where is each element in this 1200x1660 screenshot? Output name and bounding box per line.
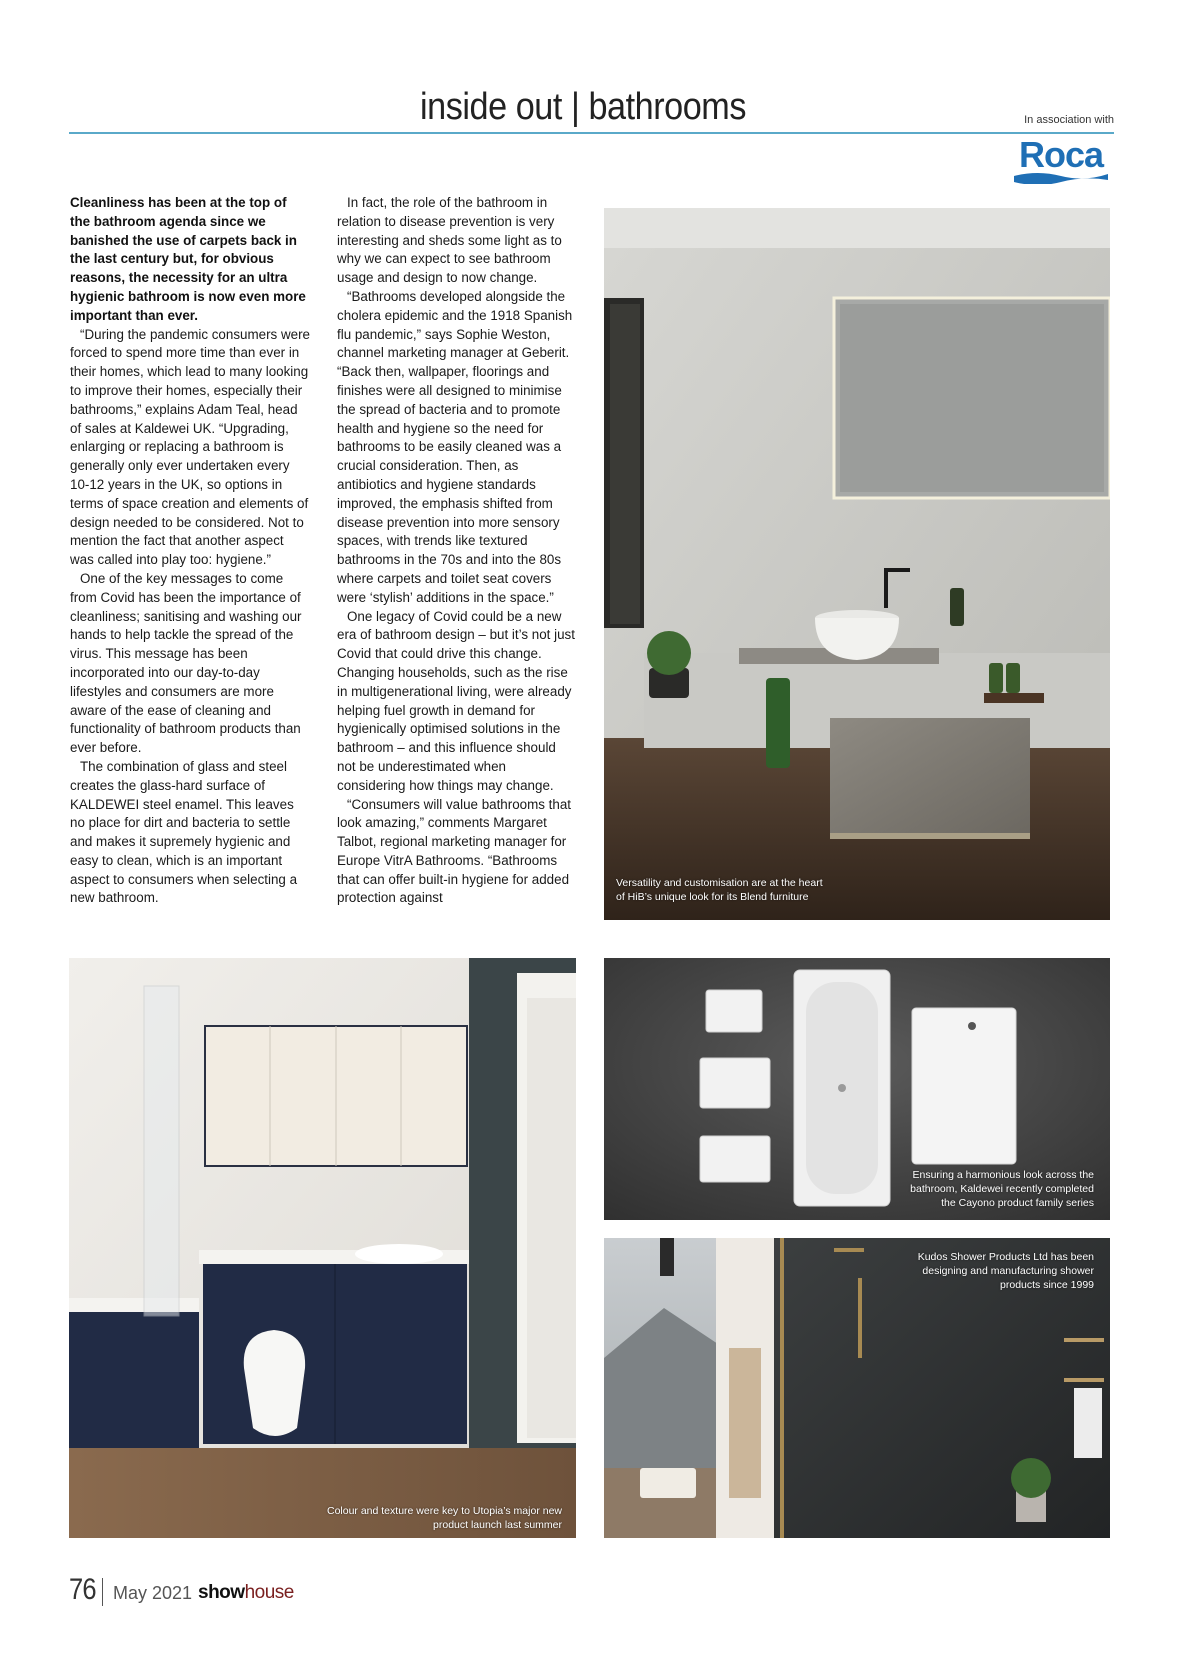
article-paragraph: The combination of glass and steel creates the glass-hard surface of KALDEWEI steel enamel. This leaves no place for dirt and bacteria to settle and makes it supremely hygienic and easy to clean, which is an important aspect to consumers when selecting a new bathroom.: [70, 758, 298, 906]
utopia-bathroom-photo: [69, 958, 576, 1538]
article-column-2: [337, 194, 577, 908]
hib-bathroom-photo: [604, 208, 1110, 920]
utopia-caption: [327, 1504, 562, 1532]
article-paragraph: “During the pandemic consumers were forced to spend more time than ever in their homes, which lead to many looking to improve their homes, especially their bathrooms,” explains Adam Teal, head of sales at Kaldewei UK. “Upgrading, enlarging or replacing a bathroom is generally only ever undertaken every 10-12 years in the UK, so options in terms of space creation and elements of design needed to be considered. Not to mention the fact that another aspect was called into play too: hygiene.”: [70, 326, 310, 568]
section-title: inside out | bathrooms: [420, 86, 746, 128]
article-paragraph: In fact, the role of the bathroom in relation to disease prevention is very interesting and sheds some light as to why we can expect to see bathroom usage and design to now change.: [337, 195, 562, 286]
kaldewei-products-photo: [604, 958, 1110, 1220]
hib-caption: [616, 876, 823, 904]
hib-caption-line: of HiB’s unique look for its Blend furniture: [616, 891, 809, 903]
magazine-brand: [198, 1582, 294, 1604]
article-column-1: [70, 194, 310, 908]
kudos-caption-line: Kudos Shower Products Ltd has been: [917, 1251, 1094, 1263]
article-paragraph: “Bathrooms developed alongside the cholera epidemic and the 1918 Spanish flu pandemic,” says Sophie Weston, channel marketing manager at Geberit. “Back then, wallpaper, floorings and finishes were all designed to minimise the spread of bacteria and to promote health and hygiene so the need for bathrooms to be easily cleaned was a crucial consideration. Then, as antibiotics and hygiene standards improved, the emphasis shifted from disease prevention into more sensory spaces, with trends like textured bathrooms in the 70s and into the 80s where carpets and toilet seat covers were ‘stylish’ additions in the space.”: [337, 288, 573, 605]
hib-caption-line: Versatility and customisation are at the heart: [616, 877, 823, 889]
brand-show: show: [198, 1582, 245, 1603]
hib-bathroom-illustration: [604, 208, 1110, 920]
header-rule: [69, 132, 1114, 134]
article-paragraph: One legacy of Covid could be a new era of bathroom design – but it’s not just Covid that could drive this change. Changing households, such as the rise in multigenerational living, were already helping fuel growth in demand for hygienically optimised solutions in the bathroom – and this influence should not be underestimated when considering how things may change.: [337, 608, 575, 793]
kudos-caption-line: products since 1999: [1000, 1279, 1094, 1291]
roca-logo-text: Roca: [1018, 134, 1104, 175]
article-paragraph: One of the key messages to come from Covid has been the importance of cleanliness; sanitising and washing our hands to help tackle the spread of the virus. This message has been incorporated into our day-to-day lifestyles and consumers are more aware of the ease of cleaning and functionality of bathroom products than ever before.: [70, 570, 302, 756]
roca-logo: [1008, 134, 1114, 184]
kudos-caption-line: designing and manufacturing shower: [922, 1265, 1094, 1277]
utopia-caption-line: Colour and texture were key to Utopia’s major new: [326, 1505, 562, 1517]
issue-date: May 2021: [113, 1583, 193, 1603]
article-lead: Cleanliness has been at the top of the bathroom agenda since we banished the use of carpets back in the last century but, for obvious reasons, the necessity for an ultra hygienic bathroom is now even more important than ever.: [70, 195, 306, 323]
article-paragraph: “Consumers will value bathrooms that look amazing,” comments Margaret Talbot, regional marketing manager for Europe VitrA Bathrooms. “Bathrooms that can offer built-in hygiene for added protection against: [337, 796, 572, 906]
kaldewei-caption-line: bathroom, Kaldewei recently completed: [910, 1183, 1094, 1195]
brand-house: house: [244, 1582, 294, 1603]
kudos-shower-photo: [604, 1238, 1110, 1538]
kaldewei-caption-line: Ensuring a harmonious look across the: [912, 1169, 1094, 1181]
footer-divider: [102, 1578, 103, 1606]
association-label: In association with: [1024, 114, 1114, 126]
page-number: 76: [69, 1573, 96, 1606]
kaldewei-caption: [910, 1168, 1094, 1210]
utopia-caption-line: product launch last summer: [433, 1519, 562, 1531]
kudos-caption: [918, 1250, 1094, 1292]
kaldewei-caption-line: the Cayono product family series: [941, 1197, 1094, 1209]
utopia-bathroom-illustration: [69, 958, 576, 1538]
